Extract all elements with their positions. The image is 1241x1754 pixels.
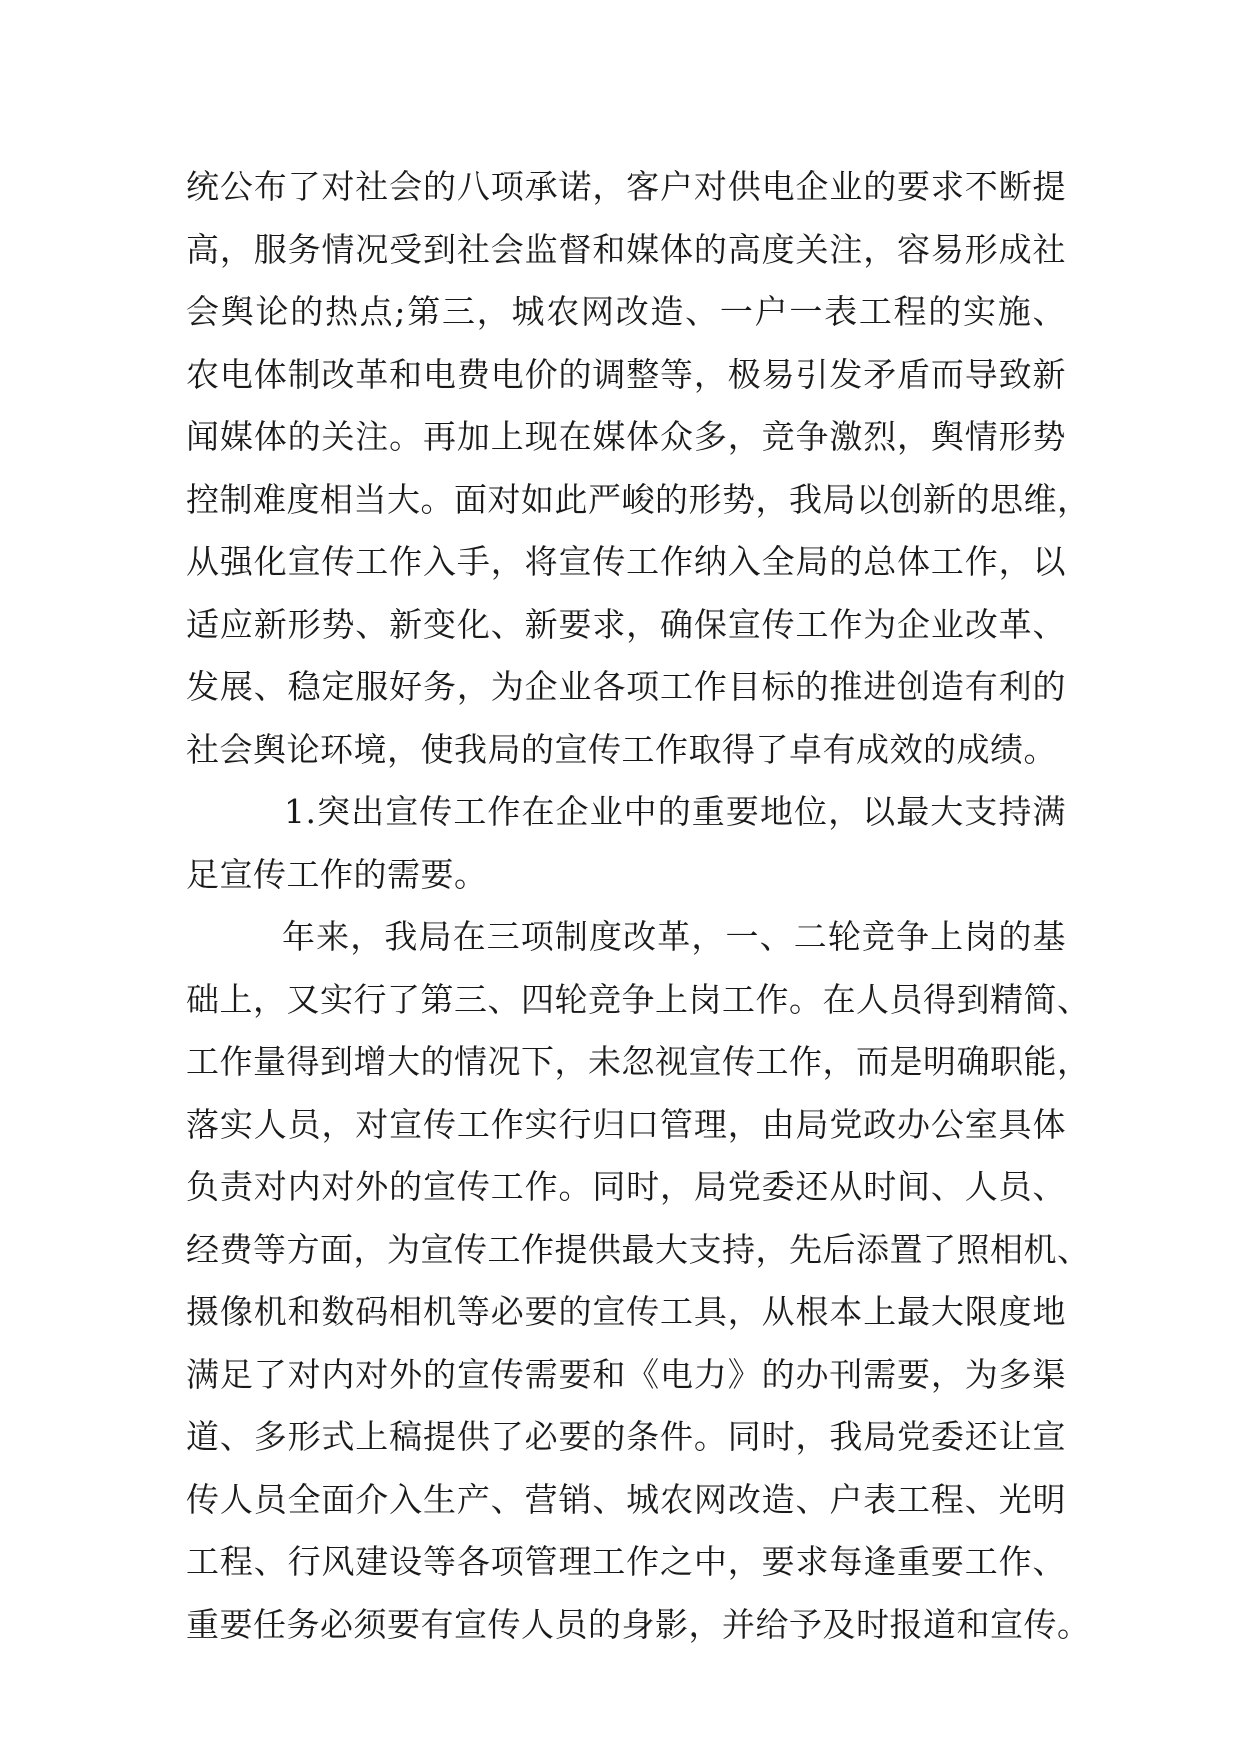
- text-line: 适应新形势、新变化、新要求，确保宣传工作为企业改革、: [186, 604, 1066, 644]
- text-line: 经费等方面，为宣传工作提供最大支持，先后添置了照相机、: [186, 1229, 1091, 1269]
- text-line: 会舆论的热点;第三，城农网改造、一户一表工程的实施、: [186, 292, 1066, 331]
- section-heading-line: 足宣传工作的需要。: [186, 854, 488, 894]
- text-line: 闻媒体的关注。再加上现在媒体众多，竞争激烈，舆情形势: [186, 417, 1066, 456]
- text-line: 工作量得到增大的情况下，未忽视宣传工作，而是明确职能，: [186, 1042, 1091, 1081]
- body-text: [186, 156, 1091, 1656]
- text-line: 年来，我局在三项制度改革，一、二轮竞争上岗的基: [282, 917, 1066, 956]
- text-line: 社会舆论环境，使我局的宣传工作取得了卓有成效的成绩。: [186, 729, 1057, 769]
- text-line: 统公布了对社会的八项承诺，客户对供电企业的要求不断提: [186, 167, 1066, 206]
- text-line: 农电体制改革和电费电价的调整等，极易引发矛盾而导致新: [186, 354, 1066, 394]
- text-line: 发展、稳定服好务，为企业各项工作目标的推进创造有利的: [186, 667, 1066, 706]
- text-line: 落实人员，对宣传工作实行归口管理，由局党政办公室具体: [186, 1104, 1066, 1144]
- section-heading-line: 1.突出宣传工作在企业中的重要地位，以最大支持满: [284, 792, 1066, 831]
- text-line: 础上，又实行了第三、四轮竞争上岗工作。在人员得到精简、: [186, 979, 1091, 1019]
- text-line: 高，服务情况受到社会监督和媒体的高度关注，容易形成社: [186, 229, 1066, 269]
- text-line: 重要任务必须要有宣传人员的身影，并给予及时报道和宣传。: [186, 1604, 1091, 1644]
- text-line: 控制难度相当大。面对如此严峻的形势，我局以创新的思维，: [186, 479, 1091, 519]
- text-line: 负责对内对外的宣传工作。同时，局党委还从时间、人员、: [186, 1167, 1066, 1206]
- text-line: 从强化宣传工作入手，将宣传工作纳入全局的总体工作，以: [186, 542, 1066, 581]
- text-line: 传人员全面介入生产、营销、城农网改造、户表工程、光明: [186, 1479, 1066, 1519]
- text-line: 工程、行风建设等各项管理工作之中，要求每逢重要工作、: [186, 1542, 1066, 1581]
- text-line: 摄像机和数码相机等必要的宣传工具，从根本上最大限度地: [186, 1292, 1066, 1331]
- text-line: 满足了对内对外的宣传需要和《电力》的办刊需要，为多渠: [186, 1354, 1066, 1394]
- text-line: 道、多形式上稿提供了必要的条件。同时，我局党委还让宣: [186, 1417, 1066, 1456]
